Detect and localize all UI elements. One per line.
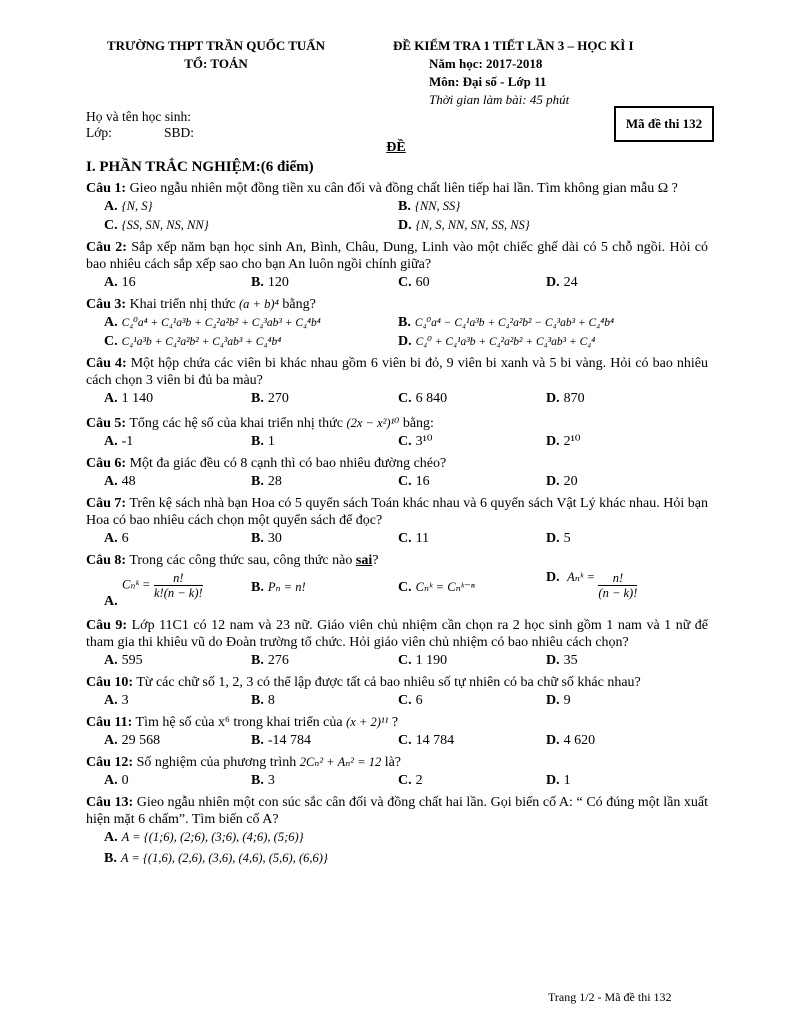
q5-option-b: B. 1: [251, 434, 275, 449]
q5-option-a: A. -1: [104, 434, 134, 449]
q3-option-c: C. C₄¹a³b + C₄²a²b² + C₄³ab³ + C₄⁴b⁴: [104, 334, 282, 349]
question-6: Câu 6: Một đa giác đều có 8 cạnh thì có bao nhiêu đường chéo?: [86, 456, 447, 471]
q12-option-b: B. 3: [251, 773, 275, 788]
q8d-fraction: $\frac{n!}{(n - k)!}$: [598, 571, 638, 600]
q5-option-c: C. 3¹⁰: [398, 434, 433, 449]
q1-option-d: D. {N, S, NN, SN, SS, NS}: [398, 218, 530, 233]
question-9: Câu 9: Lớp 11C1 có 12 nam và 23 nữ. Giáo viên chủ nhiệm cần chọn ra 2 học sinh gồm 1 nam và 1 nữ để tham gia thi khiêu vũ do Đoàn trường tổ chức. Hỏi giáo viên chủ nhiệm có bao nhiêu cách chọn?: [86, 618, 709, 650]
q8-options: [86, 569, 708, 613]
q7-option-d: D. 5: [546, 531, 571, 546]
q8-option-b: B. Pₙ = n!: [251, 580, 306, 595]
header-right: [393, 37, 634, 109]
q4-option-b: B. 270: [251, 391, 289, 406]
q7-option-b: B. 30: [251, 531, 282, 546]
department-name: TỔ: TOÁN: [184, 56, 248, 71]
q4-option-a: A. 1 140: [104, 391, 154, 406]
student-name-label: Họ và tên học sinh:: [86, 109, 191, 124]
q9-options: [86, 651, 708, 670]
q1-options-row1: [86, 197, 708, 216]
q4-option-d: D. 870: [546, 391, 585, 406]
q8a-fraction: $\frac{n!}{k!(n - k)!}$: [153, 571, 203, 600]
question-1: Câu 1: Gieo ngẫu nhiên một đồng tiền xu cân đối và đồng chất liên tiếp hai lần. Tìm không gian mẫu Ω ?: [86, 181, 678, 196]
class-label: Lớp:: [86, 125, 112, 140]
q2-option-c: C. 60: [398, 275, 430, 290]
q8-option-a: Cₙᵏ = $\frac{n!}{k!(n - k)!}$: [122, 571, 203, 600]
question-10: Câu 10: Từ các chữ số 1, 2, 3 có thể lập được tất cả bao nhiêu số tự nhiên có ba chữ số khác nhau?: [86, 675, 641, 690]
school-year: Năm học: 2017-2018: [429, 56, 543, 71]
q2-option-b: B. 120: [251, 275, 289, 290]
header-left: [86, 37, 346, 73]
q5-formula: (2x − x²)¹⁰: [346, 416, 400, 430]
exam-content: [86, 158, 708, 870]
q3-option-b: B. C₄⁰a⁴ − C₄¹a³b + C₄²a²b² − C₄³ab³ + C₄⁴b⁴: [398, 315, 614, 330]
q13-option-a: A. A = {(1;6), (2;6), (3;6), (4;6), (5;6)}: [104, 830, 304, 845]
q8-option-d: D. Aₙᵏ = $\frac{n!}{(n - k)!}$: [546, 569, 638, 600]
q1-option-b: B. {NN, SS}: [398, 199, 461, 214]
q11-formula: (x + 2)¹¹: [346, 715, 389, 729]
q10-option-d: D. 9: [546, 693, 571, 708]
q1-options-row2: [86, 216, 708, 235]
question-11: Câu 11: Tìm hệ số của x⁶ trong khai triển của (x + 2)¹¹ ?: [86, 715, 399, 730]
q6-option-c: C. 16: [398, 474, 430, 489]
subject: Môn: Đại số - Lớp 11: [429, 74, 547, 89]
question-13: Câu 13: Gieo ngẫu nhiên một con súc sắc cân đối và đồng chất hai lần. Gọi biến cố A: “ Có đúng một lần xuất hiện mặt 6 chấm”. Tìm biến cố A?: [86, 795, 709, 827]
q9-option-c: C. 1 190: [398, 653, 448, 668]
q6-option-d: D. 20: [546, 474, 578, 489]
q10-option-a: A. 3: [104, 693, 129, 708]
q11-option-b: B. -14 784: [251, 733, 312, 748]
school-name: TRƯỜNG THPT TRẦN QUỐC TUẤN: [106, 38, 326, 53]
q12-option-d: D. 1: [546, 773, 571, 788]
question-4: Câu 4: Một hộp chứa các viên bi khác nhau gồm 6 viên bi đỏ, 9 viên bi xanh và 5 bi vàng. Hỏi có bao nhiêu cách chọn 3 viên bi đủ ba màu?: [86, 356, 709, 388]
q4-option-c: C. 6 840: [398, 391, 448, 406]
page-footer: Trang 1/2 - Mã đề thi 132: [548, 990, 672, 1004]
q2-option-a: A. 16: [104, 275, 136, 290]
q1-option-a: A. {N, S}: [104, 199, 153, 214]
q10-option-c: C. 6: [398, 693, 423, 708]
student-info: [86, 109, 194, 141]
sbd-label: SBD:: [164, 125, 195, 140]
q9-option-a: A. 595: [104, 653, 143, 668]
question-5: Câu 5: Tổng các hệ số của khai triển nhị thức (2x − x²)¹⁰ bằng:: [86, 416, 434, 431]
q1-option-c: C. {SS, SN, NS, NN}: [104, 218, 209, 233]
q5-option-d: D. 2¹⁰: [546, 434, 581, 449]
q3-option-d: D. C₄⁰ + C₄¹a³b + C₄²a²b² + C₄³ab³ + C₄⁴: [398, 334, 596, 349]
q9-option-d: D. 35: [546, 653, 578, 668]
q2-options: [86, 273, 708, 292]
q6-option-a: A. 48: [104, 474, 136, 489]
q11-option-d: D. 4 620: [546, 733, 596, 748]
q7-option-a: A. 6: [104, 531, 129, 546]
de-heading: ĐỀ: [386, 140, 406, 155]
duration: Thời gian làm bài: 45 phút: [429, 92, 570, 107]
q6-option-b: B. 28: [251, 474, 282, 489]
q4-options: [86, 389, 708, 408]
q3-option-a: A. C₄⁰a⁴ + C₄¹a³b + C₄²a²b² + C₄³ab³ + C₄⁴b⁴: [104, 315, 321, 330]
exam-title: ĐỀ KIỂM TRA 1 TIẾT LẦN 3 – HỌC KÌ I: [393, 38, 634, 53]
exam-code-box: Mã đề thi 132: [614, 106, 714, 142]
q13-option-a-row: [86, 828, 708, 849]
q13-option-b-row: [86, 849, 708, 870]
q12-formula: 2Cₙ² + Aₙ² = 12: [299, 755, 382, 769]
q8-option-c: C. Cₙᵏ = Cₙᵏ⁻ⁿ: [398, 580, 475, 595]
question-3: Câu 3: Khai triển nhị thức (a + b)⁴ bằng?: [86, 297, 316, 312]
q3-formula: (a + b)⁴: [239, 297, 279, 311]
q8-option-a-letter: A.: [104, 594, 118, 609]
q11-option-a: A. 29 568: [104, 733, 161, 748]
q2-option-d: D. 24: [546, 275, 578, 290]
q6-options: [86, 472, 708, 491]
q5-options: [86, 432, 708, 451]
q9-option-b: B. 276: [251, 653, 289, 668]
q11-options: [86, 731, 708, 750]
section-title: I. PHẦN TRẮC NGHIỆM:(6 điểm): [86, 159, 314, 175]
question-7: Câu 7: Trên kệ sách nhà bạn Hoa có 5 quyển sách Toán khác nhau và 6 quyển sách Vật Lý khác nhau. Hỏi bạn Hoa có bao nhiêu cách chọn một quyển sách để đọc?: [86, 496, 709, 528]
q3-options-row1: [86, 313, 708, 332]
q12-option-c: C. 2: [398, 773, 423, 788]
q3-options-row2: [86, 332, 708, 351]
q10-option-b: B. 8: [251, 693, 275, 708]
question-2: Câu 2: Sắp xếp năm bạn học sinh An, Bình, Châu, Dung, Linh vào một chiếc ghế dài có 5 chỗ ngồi. Hỏi có bao nhiêu cách sắp xếp sao cho bạn An luôn ngồi chính giữa?: [86, 240, 709, 272]
q12-option-a: A. 0: [104, 773, 129, 788]
q13-option-b: B. A = {(1,6), (2,6), (3,6), (4,6), (5,6), (6,6)}: [104, 851, 328, 866]
q7-options: [86, 529, 708, 548]
question-8: Câu 8: Trong các công thức sau, công thức nào sai?: [86, 553, 379, 568]
question-12: Câu 12: Số nghiệm của phương trình 2Cₙ² + Aₙ² = 12 là?: [86, 755, 402, 770]
q10-options: [86, 691, 708, 710]
q12-options: [86, 771, 708, 790]
q11-option-c: C. 14 784: [398, 733, 455, 748]
q7-option-c: C. 11: [398, 531, 430, 546]
